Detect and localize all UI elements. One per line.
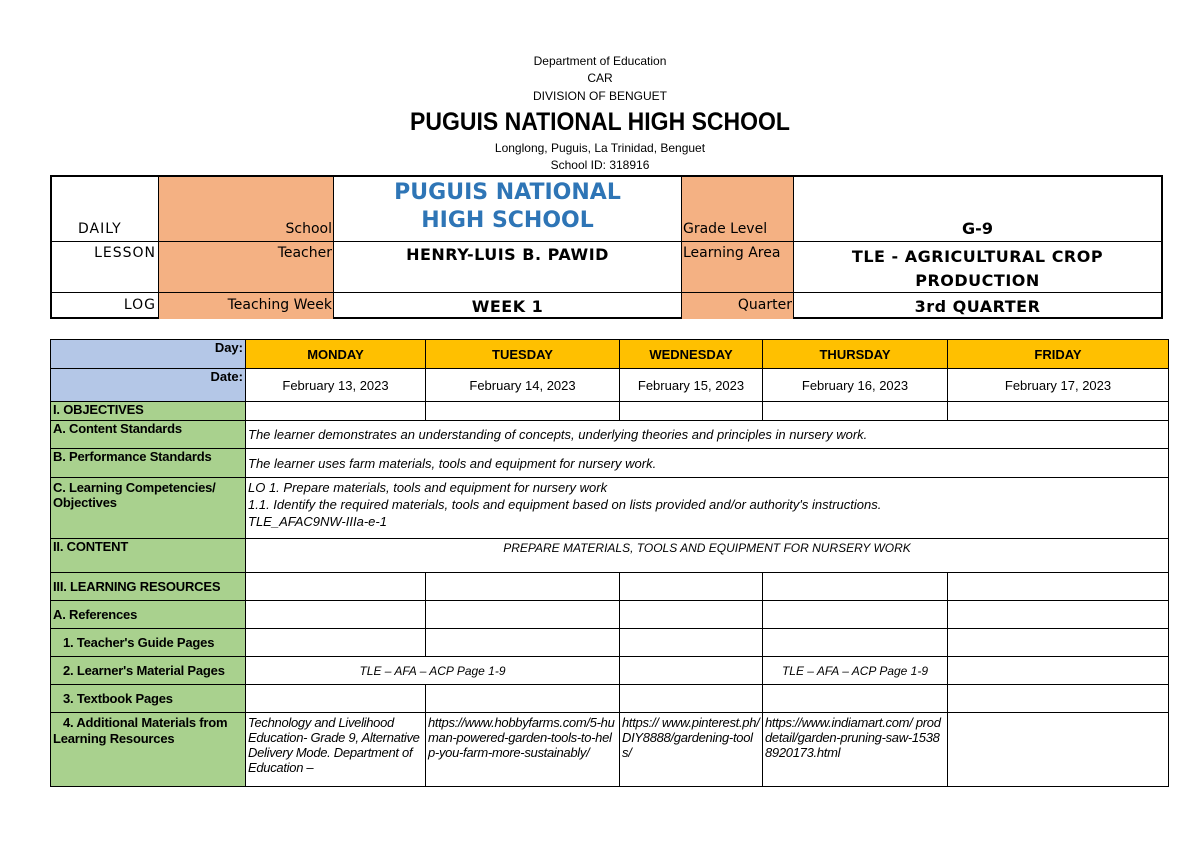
performance-standards-text: The learner uses farm materials, tools and equipment for nursery work.	[246, 449, 1169, 478]
day-label: Day:	[51, 340, 246, 369]
textbook-row	[51, 685, 1169, 713]
date-label: Date:	[51, 369, 246, 402]
performance-standards-label: B. Performance Standards	[51, 449, 246, 478]
learners-material-row	[51, 657, 1169, 685]
department-line: Department of Education	[533, 54, 667, 68]
division-line: DIVISION OF BENGUET	[532, 89, 667, 103]
references-row	[51, 601, 1169, 629]
lesson-info-table	[50, 175, 1163, 319]
learning-area-value	[794, 245, 1161, 293]
content-row	[51, 539, 1169, 573]
additional-label-line-1: 4. Additional Materials from	[63, 715, 228, 730]
competencies-row	[51, 478, 1169, 539]
quarter-label: Quarter	[737, 297, 792, 313]
title-lesson: LESSON	[94, 245, 156, 261]
content-text: PREPARE MATERIALS, TOOLS AND EQUIPMENT FOR NURSERY WORK	[246, 539, 1169, 573]
school-title: PUGUIS NATIONAL HIGH SCHOOL	[410, 108, 790, 136]
teachers-guide-row	[51, 629, 1169, 657]
date-wednesday: February 15, 2023	[620, 369, 763, 402]
competency-line-1: LO 1. Prepare materials, tools and equipment for nursery work	[248, 480, 608, 495]
lesson-plan-table	[50, 339, 1169, 787]
content-standards-text: The learner demonstrates an understanding of concepts, underlying theories and principles in nursery work.	[246, 421, 1169, 449]
teaching-week-label: Teaching Week	[227, 297, 332, 313]
objectives-label: I. OBJECTIVES	[51, 402, 246, 421]
learning-area-line-1: TLE - AGRICULTURAL CROP	[851, 247, 1104, 266]
teachers-guide-label: 1. Teacher's Guide Pages	[51, 629, 246, 657]
competencies-label-line-2: Objectives	[53, 495, 117, 510]
resources-label: III. LEARNING RESOURCES	[51, 573, 246, 601]
learning-area-line-2: PRODUCTION	[915, 271, 1040, 290]
day-monday: MONDAY	[246, 340, 426, 369]
day-tuesday: TUESDAY	[426, 340, 620, 369]
additional-wednesday-link[interactable]: https:// www.pinterest.ph/ DIY8888/gardening-tools/	[620, 713, 763, 787]
content-label: II. CONTENT	[51, 539, 246, 573]
learners-material-label: 2. Learner's Material Pages	[51, 657, 246, 685]
additional-label-line-2: Learning Resources	[53, 731, 175, 746]
learning-area-label: Learning Area	[683, 245, 781, 261]
school-value-line-1: PUGUIS NATIONAL	[394, 180, 621, 205]
grade-level-label: Grade Level	[683, 221, 768, 237]
additional-thursday-link[interactable]: https://www.indiamart.com/ proddetail/garden-pruning-saw-15388920173.html	[763, 713, 948, 787]
school-label: School	[285, 221, 332, 237]
date-thursday: February 16, 2023	[763, 369, 948, 402]
date-monday: February 13, 2023	[246, 369, 426, 402]
competencies-text	[246, 478, 1169, 539]
references-label: A. References	[51, 601, 246, 629]
additional-monday: Technology and Livelihood Education- Grade 9, Alternative Delivery Mode. Department of Education –	[246, 713, 426, 787]
title-log: LOG	[123, 297, 156, 313]
address-line: Longlong, Puguis, La Trinidad, Benguet	[494, 141, 706, 155]
content-standards-row	[51, 421, 1169, 449]
day-friday: FRIDAY	[948, 340, 1169, 369]
performance-standards-row	[51, 449, 1169, 478]
date-row	[51, 369, 1169, 402]
objectives-row	[51, 402, 1169, 421]
additional-tuesday-link[interactable]: https://www.hobbyfarms.com/5-human-powered-garden-tools-to-help-you-farm-more-sustainably/	[426, 713, 620, 787]
teacher-label: Teacher	[277, 245, 332, 261]
school-id-line: School ID: 318916	[550, 158, 650, 172]
date-friday: February 17, 2023	[948, 369, 1169, 402]
competency-line-2: 1.1. Identify the required materials, tools and equipment based on lists provided and/or authority's instructions.	[248, 497, 882, 512]
week-value: WEEK 1	[471, 297, 544, 316]
additional-materials-row	[51, 713, 1169, 787]
date-tuesday: February 14, 2023	[426, 369, 620, 402]
title-daily: DAILY	[78, 221, 122, 237]
quarter-value: 3rd QUARTER	[914, 297, 1041, 316]
content-standards-label: A. Content Standards	[51, 421, 246, 449]
day-thursday: THURSDAY	[763, 340, 948, 369]
school-value-line-2: HIGH SCHOOL	[421, 208, 594, 233]
learners-material-mon-tue: TLE – AFA – ACP Page 1-9	[246, 657, 620, 685]
grade-value: G-9	[962, 219, 993, 238]
competencies-label-line-1: C. Learning Competencies/	[53, 480, 216, 495]
school-value	[334, 177, 681, 235]
additional-materials-label	[51, 713, 246, 787]
learners-material-thu: TLE – AFA – ACP Page 1-9	[763, 657, 948, 685]
region-line: CAR	[587, 71, 613, 85]
competency-line-3: TLE_AFAC9NW-IIIa-e-1	[248, 514, 387, 529]
teacher-value: HENRY-LUIS B. PAWID	[406, 245, 609, 264]
textbook-label: 3. Textbook Pages	[51, 685, 246, 713]
day-wednesday: WEDNESDAY	[620, 340, 763, 369]
day-row	[51, 340, 1169, 369]
resources-row	[51, 573, 1169, 601]
competencies-label	[51, 478, 246, 539]
